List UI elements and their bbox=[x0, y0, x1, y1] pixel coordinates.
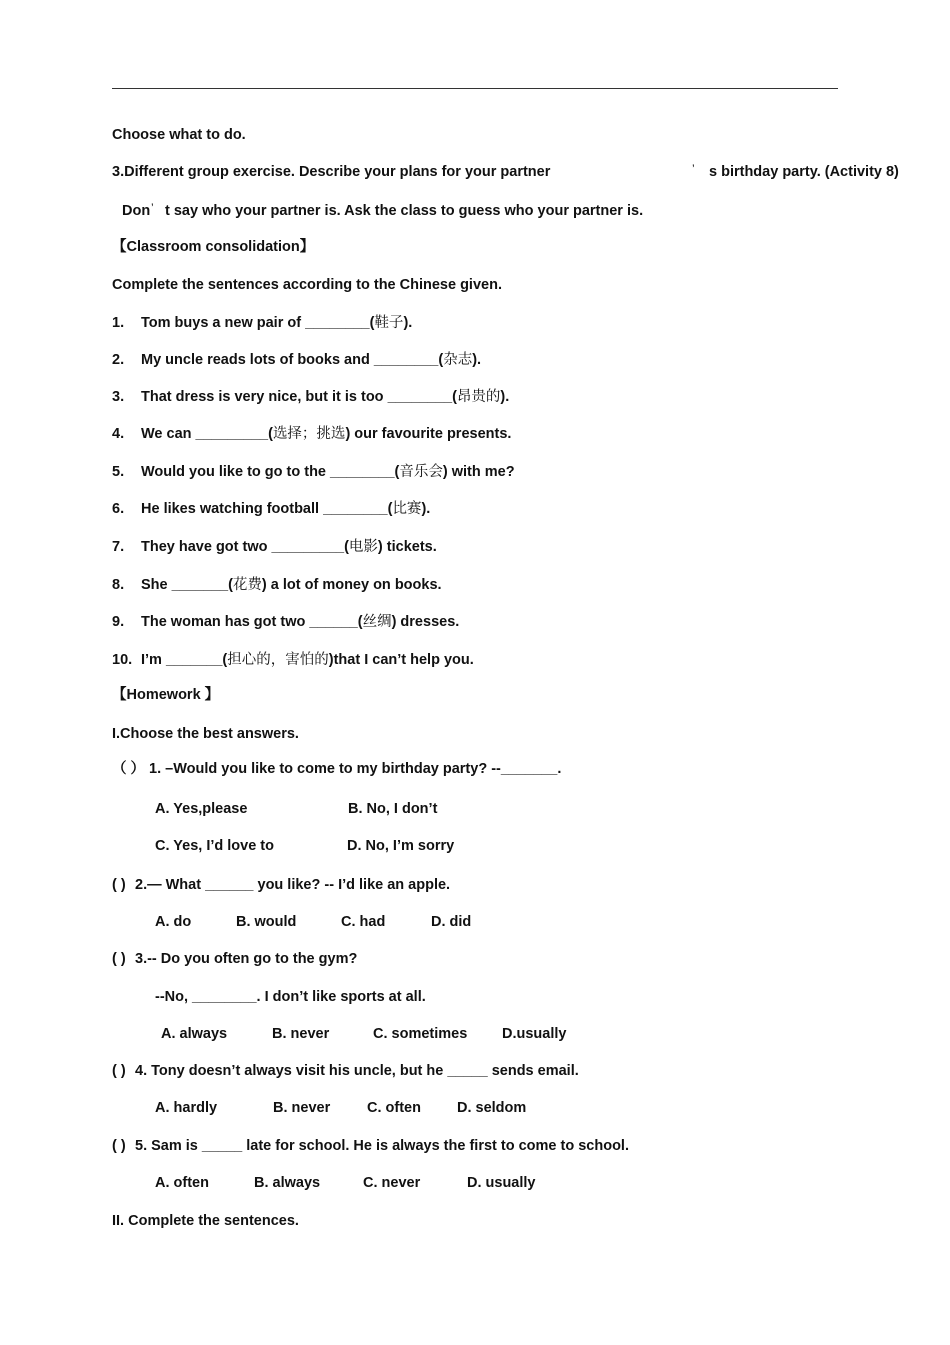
sentence-item: 5. Would you like to go to the ________(音乐会) with me? bbox=[112, 464, 515, 480]
sentence-item: 6. He likes watching football ________(比赛). bbox=[112, 501, 431, 517]
question-4-option-c: C. often bbox=[367, 1100, 421, 1116]
consolidation-heading: 【Classroom consolidation】 bbox=[112, 239, 315, 255]
homework-part2-heading: II. Complete the sentences. bbox=[112, 1213, 299, 1229]
question-1-option-d: D. No, I’m sorry bbox=[347, 838, 455, 854]
question-3-option-c: C. sometimes bbox=[373, 1026, 468, 1042]
question-4-stem: 4. Tony doesn’t always visit his uncle, but he _____ sends email. bbox=[135, 1063, 579, 1079]
question-5-option-d: D. usually bbox=[467, 1175, 536, 1191]
question-2-option-a: A. do bbox=[155, 914, 192, 930]
exercise-3-instruction-b: t say who your partner is. Ask the class to guess who your partner is. bbox=[165, 203, 644, 219]
question-2-stem: 2.— What ______ you like? -- I’d like an apple. bbox=[135, 877, 451, 893]
question-2-option-b: B. would bbox=[236, 914, 297, 930]
question-1-stem: （ ） 1. –Would you like to come to my birthday party? --_______. bbox=[112, 761, 562, 777]
question-4-option-a: A. hardly bbox=[155, 1100, 218, 1116]
homework-part1-heading: I.Choose the best answers. bbox=[112, 726, 299, 742]
sentence-item: 10. I’m _______(担心的，害怕的)that I can’t help you. bbox=[112, 652, 474, 668]
consolidation-instruction: Complete the sentences according to the Chinese given. bbox=[112, 277, 502, 293]
question-5-stem: 5. Sam is _____ late for school. He is always the first to come to school. bbox=[135, 1138, 629, 1154]
question-5-bracket: ( ) bbox=[112, 1138, 126, 1154]
question-2-option-d: D. did bbox=[431, 914, 472, 930]
question-4-bracket: ( ) bbox=[112, 1063, 126, 1079]
question-4-option-b: B. never bbox=[273, 1100, 331, 1116]
question-5-option-b: B. always bbox=[254, 1175, 321, 1191]
header-rule bbox=[112, 88, 838, 89]
exercise-3-instruction-apostrophe: ’ bbox=[151, 201, 154, 215]
sentence-item: 2. My uncle reads lots of books and ________(杂志). bbox=[112, 352, 482, 368]
question-4-option-d: D. seldom bbox=[457, 1100, 527, 1116]
sentence-item: 8. She _______(花费) a lot of money on books. bbox=[112, 577, 442, 593]
question-3-option-a: A. always bbox=[161, 1026, 228, 1042]
homework-heading: 【Homework 】 bbox=[112, 687, 220, 703]
question-5-option-c: C. never bbox=[363, 1175, 421, 1191]
sentence-item: 1. Tom buys a new pair of ________(鞋子). bbox=[112, 315, 413, 331]
question-1-option-a: A. Yes,please bbox=[155, 801, 248, 817]
sentence-item: 9. The woman has got two ______(丝绸) dresses. bbox=[112, 614, 460, 630]
question-3-option-b: B. never bbox=[272, 1026, 330, 1042]
exercise-3-part2: s birthday party. (Activity 8) bbox=[709, 164, 899, 180]
question-5-option-a: A. often bbox=[155, 1175, 209, 1191]
question-3-reply: --No, ________. I don’t like sports at all. bbox=[155, 989, 426, 1005]
question-3-stem: 3.-- Do you often go to the gym? bbox=[135, 951, 358, 967]
question-1-option-b: B. No, I don’t bbox=[348, 801, 438, 817]
exercise-3-apostrophe: ’ bbox=[692, 162, 695, 176]
question-2-bracket: ( ) bbox=[112, 877, 126, 893]
sentence-item: 7. They have got two _________(电影) tickets. bbox=[112, 539, 437, 555]
question-3-bracket: ( ) bbox=[112, 951, 126, 967]
sentence-item: 4. We can _________(选择；挑选) our favourite presents. bbox=[112, 426, 512, 442]
exercise-3-part1: 3.Different group exercise. Describe your plans for your partner bbox=[112, 164, 551, 180]
question-2-option-c: C. had bbox=[341, 914, 386, 930]
exercise-3-instruction-a: Don bbox=[122, 203, 151, 219]
sentence-item: 3. That dress is very nice, but it is too ________(昂贵的). bbox=[112, 389, 510, 405]
choose-heading: Choose what to do. bbox=[112, 127, 246, 143]
question-3-option-d: D.usually bbox=[502, 1026, 567, 1042]
question-1-option-c: C. Yes, I’d love to bbox=[155, 838, 274, 854]
